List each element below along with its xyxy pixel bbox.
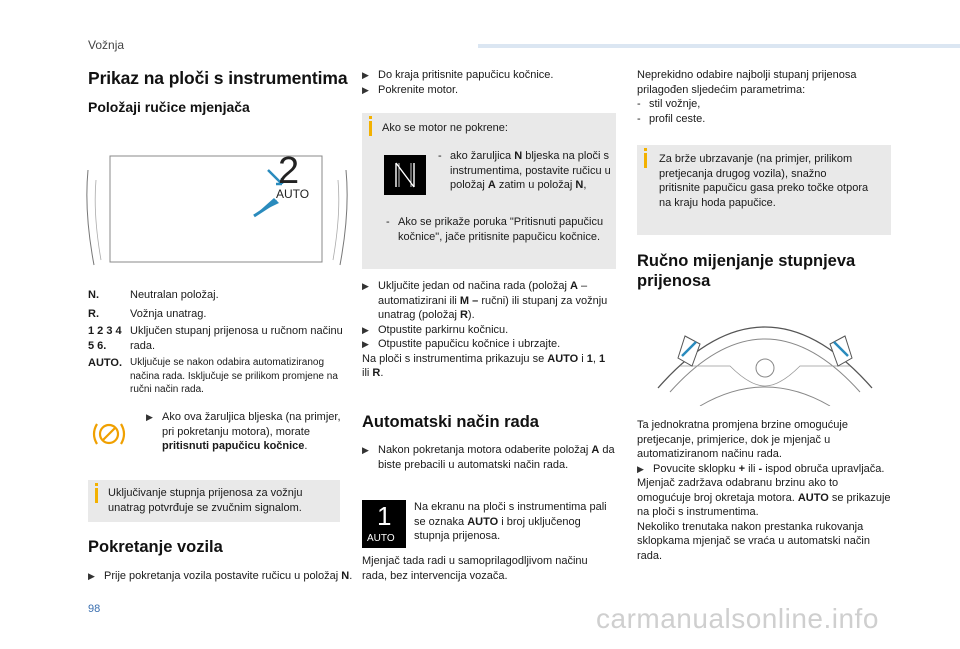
heading-starting-vehicle: Pokretanje vozila — [88, 538, 223, 556]
label-row — [88, 307, 344, 322]
note-text: Na ploči s instrumentima prikazuju se — [362, 352, 548, 365]
info-bold: N — [575, 179, 584, 191]
manual-bold: - — [758, 462, 763, 475]
dash-icon: - — [637, 98, 641, 110]
info-item-message — [386, 215, 604, 244]
info-icon — [644, 153, 647, 168]
label-text: Vožnja unatrag. — [130, 307, 207, 320]
brake-warning-lamp-icon — [90, 420, 128, 448]
step-item — [362, 337, 614, 352]
step-item — [362, 83, 612, 98]
display-gear-number: 2 — [278, 150, 300, 192]
info-item-text: zatim u položaj — [495, 179, 576, 191]
auto-display-icon — [362, 500, 406, 548]
auto-end-text: Mjenjač tada radi u samoprilagodljivom načinu rada, bez intervencija vozača. — [362, 555, 588, 582]
starting-end: . — [349, 570, 353, 582]
manual-instruction-text: ili — [745, 462, 759, 475]
section-header: Vožnja — [88, 38, 125, 52]
dash-icon: - — [637, 112, 641, 125]
param-text: profil ceste. — [649, 112, 706, 125]
step-item — [362, 323, 614, 338]
auto-instruction — [362, 443, 630, 472]
starting-text: Prije pokretanja vozila postavite ručicu u položaj — [104, 570, 342, 582]
note-bold: AUTO — [547, 352, 579, 365]
label-key: R. — [88, 307, 99, 320]
panel-display-note — [362, 352, 614, 381]
auto-display-text — [414, 500, 612, 544]
info-item-n — [438, 149, 626, 193]
note-bold: 1 — [586, 352, 593, 365]
note-bold: 1 — [599, 352, 606, 365]
step-item — [362, 68, 612, 83]
step-bold: R — [459, 309, 468, 321]
info-box-reverse — [88, 480, 340, 522]
steering-wheel-illustration — [640, 306, 890, 406]
info-text: Za brže ubrzavanje (na primjer, prilikom pretjecanja drugog vozila), snažno pritisnite papučicu gasa preko točke otpora na kraju hoda papučice. — [659, 153, 869, 209]
info-bold: A — [487, 179, 496, 191]
manual-text-2 — [637, 476, 891, 520]
auto-display-mode: AUTO — [367, 533, 395, 544]
auto-display-bold: AUTO — [467, 515, 499, 528]
param-text: stil vožnje, — [649, 98, 701, 110]
label-row — [88, 356, 344, 397]
warning-text — [146, 410, 342, 454]
bullet-icon: ▶ — [362, 339, 369, 349]
info-box-acceleration — [637, 145, 891, 235]
manual-instruction-text: ispod obruča upravljača. — [762, 462, 885, 475]
info-item-text: ako žaruljica — [450, 150, 515, 162]
label-text: Uključen stupanj prijenosa u ručnom načinu rada. — [130, 325, 343, 352]
auto-display-gear: 1 — [377, 501, 392, 531]
bullet-icon: ▶ — [362, 70, 369, 80]
step-text: ručni) ili stupanj za vožnju unatrag (položaj — [378, 294, 608, 321]
page-title: Prikaz na ploči s instrumentima — [88, 68, 348, 88]
note-bold: R — [372, 367, 381, 379]
label-text: Uključuje se nakon odabira automatiziranog načina rada. Isključuje se prilikom promjene na ručni način rada. — [130, 357, 338, 395]
bullet-icon: ▶ — [362, 84, 369, 95]
label-key: 1 2 3 4 5 6. — [88, 325, 122, 352]
warning-text-1: Ako ova žaruljica bljeska (na primjer, pri pokretanju motora), morate — [162, 411, 341, 438]
dash-icon: - — [386, 216, 390, 228]
label-key: N. — [88, 289, 99, 301]
label-row — [88, 288, 344, 303]
info-icon — [95, 488, 98, 503]
label-text: Neutralan položaj. — [130, 289, 219, 301]
auto-text: da biste prebacili u automatski način rada. — [378, 444, 615, 471]
info-box-engine-not-starting — [362, 113, 616, 269]
info-icon — [369, 121, 372, 136]
subtitle-gear-positions: Položaji ručice mjenjača — [88, 99, 250, 115]
step-text: Uključite jedan od načina rada (položaj — [378, 280, 571, 292]
bullet-icon: ▶ — [362, 281, 369, 291]
manual-bold: AUTO — [797, 491, 829, 504]
instrument-panel-illustration — [82, 150, 352, 275]
param-item — [637, 112, 893, 127]
info-title: Ako se motor ne pokrene: — [382, 122, 508, 134]
auto-display-text-a: Na ekranu na ploči s instrumentima pali se oznaka — [414, 501, 607, 528]
info-text: Uključivanje stupnja prijenosa za vožnju unatrag potvrđuje se zvučnim signalom. — [108, 487, 303, 514]
manual-text-1: Ta jednokratna promjena brzine omogućuje pretjecanje, primjerice, dok je mjenjač u automatiziranom načinu rada. — [637, 419, 848, 460]
intro-text: Neprekidno odabire najbolji stupanj prijenosa prilagođen sljedećim parametrima: — [637, 69, 857, 96]
manual-bold: + — [738, 462, 746, 475]
start-steps — [362, 68, 612, 97]
manual-text-2c: se prikazuje na ploči s instrumentima. — [637, 491, 891, 518]
bullet-icon: ▶ — [146, 412, 153, 422]
label-key: AUTO. — [88, 357, 123, 369]
step-text: Otpustite papučicu kočnice i ubrzajte. — [378, 338, 561, 350]
watermark: carmanualsonline.info — [596, 603, 879, 634]
note-text: , — [592, 352, 600, 365]
info-item-text: Ako se prikaže poruka "Pritisnuti papučicu kočnice", jače pritisnite papučicu kočnice. — [398, 216, 604, 243]
auto-text: Nakon pokretanja motora odaberite položaj — [378, 444, 592, 456]
mode-steps — [362, 279, 614, 381]
label-row — [88, 324, 344, 353]
manual-instruction — [637, 462, 891, 477]
gear-labels-list — [88, 288, 344, 397]
manual-text-3: Nekoliko trenutaka nakon prestanka rukovanja sklopkama mjenjač se vraća u automatski način rada. — [637, 520, 870, 562]
heading-automatic-mode: Automatski način rada — [362, 413, 539, 431]
n-symbol-icon — [384, 155, 426, 195]
bullet-icon: ▶ — [88, 571, 95, 581]
step-item — [362, 279, 614, 323]
bullet-icon: ▶ — [637, 463, 644, 474]
info-item-text: bljeska na ploči s instrumentima, postavite ručicu u položaj — [450, 150, 611, 191]
note-text: ili — [362, 367, 373, 379]
auto-bold: A — [591, 444, 600, 456]
note-text: . — [380, 367, 384, 379]
step-text: Do kraja pritisnite papučicu kočnice. — [378, 69, 554, 81]
step-text: Otpustite parkirnu kočnicu. — [378, 323, 509, 336]
manual-shift-text — [637, 418, 891, 563]
param-item — [637, 97, 893, 112]
warning-text-2: . — [304, 440, 308, 452]
step-text: – automatizirani ili — [378, 280, 588, 307]
dash-icon: - — [438, 150, 442, 162]
heading-manual-shifting: Ručno mijenjanje stupnjeva prijenosa — [637, 252, 856, 290]
step-text: ). — [467, 309, 475, 321]
starting-bold: N — [341, 570, 350, 582]
header-bar — [478, 44, 960, 48]
auto-display-text-c: i broj uključenog stupnja prijenosa. — [414, 515, 581, 542]
bullet-icon: ▶ — [362, 445, 369, 455]
info-bold: N — [514, 150, 523, 162]
page-number: 98 — [88, 603, 101, 615]
display-mode-label: AUTO — [276, 187, 310, 201]
info-item-text: , — [583, 179, 587, 191]
manual-text-2a: Mjenjač zadržava odabranu brzinu ako to omogućuje broj okretaja motora. — [637, 477, 839, 504]
warning-bold: pritisnuti papučicu kočnice — [162, 440, 305, 452]
bullet-icon: ▶ — [362, 324, 369, 335]
right-intro — [637, 68, 893, 126]
step-bold: A — [570, 280, 578, 292]
note-text: i — [578, 352, 587, 365]
manual-instruction-text: Povucite sklopku — [653, 462, 739, 475]
starting-instruction — [88, 569, 354, 584]
step-bold: M – — [459, 294, 482, 307]
step-text: Pokrenite motor. — [378, 83, 459, 96]
